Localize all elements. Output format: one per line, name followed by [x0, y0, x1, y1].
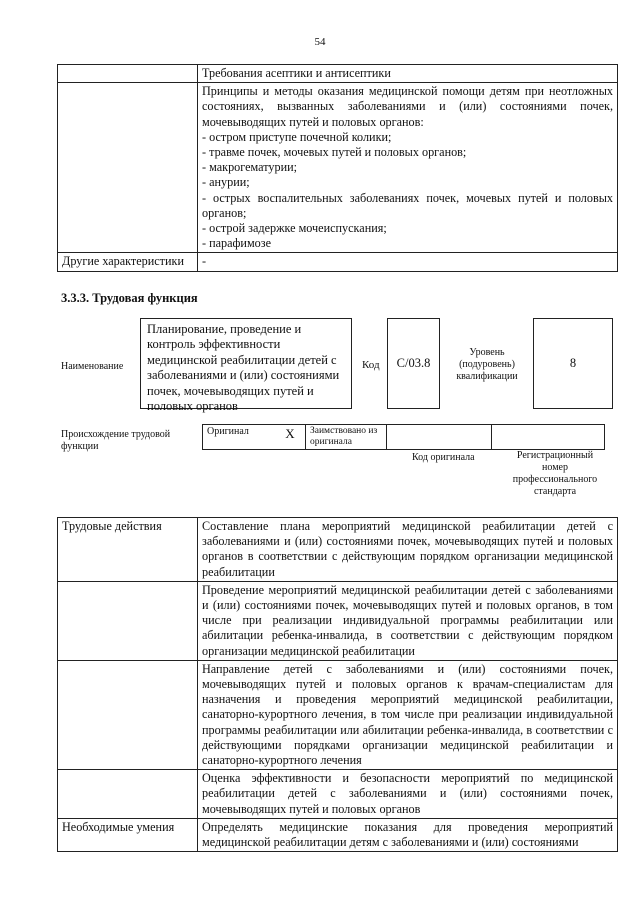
row-label [58, 83, 198, 253]
origin-table [202, 424, 605, 450]
original-mark: X [275, 425, 306, 450]
row-label [58, 65, 198, 83]
row-label [58, 770, 198, 819]
row-content: Составление плана мероприятий медицинской реабилитации детей с заболеваниями и (или) состояниями почек, мочевыводящих путей и половых органов в соответствии с действующим порядком организации медицинской реабилитации [198, 518, 618, 582]
content-line: - парафимозе [202, 236, 271, 251]
row-content: Оценка эффективности и безопасности мероприятий по медицинской реабилитации детей с заболеваниями и (или) состояниями почек, мочевыводящих путей и половых органов [198, 770, 618, 819]
table-row [58, 581, 618, 660]
table-row [58, 65, 618, 83]
reg-number-label: Регистрационный номер профессионального стандарта [512, 450, 598, 497]
row-content [198, 83, 618, 253]
table-row [58, 518, 618, 582]
content-line: - макрогематурии; [202, 160, 298, 175]
table-row [203, 425, 605, 450]
content-line: - анурии; [202, 175, 250, 190]
original-cell: Оригинал [203, 425, 276, 450]
row-content [198, 253, 618, 271]
reg-number-cell [492, 425, 605, 450]
name-label: Наименование [61, 361, 124, 372]
row-content [198, 65, 618, 83]
row-label: Трудовые действия [58, 518, 198, 582]
content-line: - остром приступе почечной колики; [202, 129, 392, 144]
row-content: Проведение мероприятий медицинской реабилитации детей с заболеваниями и (или) состояниями почек, мочевыводящих путей и половых органов, в том числе при реализации индивидуальной программы реабилитации или абилитации ребенка-инвалида, в соответствии с действующим порядком организации медицинской реабилитации [198, 581, 618, 660]
knowledge-table [57, 64, 618, 272]
row-content: Определять медицинские показания для проведения мероприятий медицинской реабилитации детям с заболеваниями и (или) состояниями [198, 818, 618, 851]
table-row [58, 83, 618, 253]
code-value: C/03.8 [387, 318, 440, 409]
row-label: Другие характеристики [58, 253, 198, 271]
table-row [58, 770, 618, 819]
level-label: Уровень (подуровень) квалификации [456, 347, 518, 382]
row-content: Направление детей с заболеваниями и (или) состояниями почек, мочевыводящих путей и половых органов к врачам-специалистам для назначения и проведения мероприятий медицинской реабилитации, санаторно-курортного лечения, в том числе при реализации индивидуальной программы реабилитации или абилитации ребенка-инвалида, в соответствии с действующими порядками организации медицинской реабилитации и санаторно-курортного лечения [198, 660, 618, 769]
borrowed-cell: Заимствовано из оригинала [306, 425, 387, 450]
section-title: 3.3.3. Трудовая функция [61, 291, 198, 305]
content-line: Требования асептики и антисептики [202, 66, 391, 80]
code-original-label: Код оригинала [412, 452, 475, 463]
content-line: Принципы и методы оказания медицинской помощи детям при неотложных состояниях, вызванных заболеваниями и (или) состояниями почек, мочевыводящих путей и половых органов: [202, 84, 613, 129]
content-line: - травме почек, мочевых путей и половых органов; [202, 145, 467, 160]
labor-actions-table [57, 517, 618, 852]
code-label: Код [362, 359, 380, 371]
origin-label: Происхождение трудовой функции [61, 429, 171, 452]
function-name-box: Планирование, проведение и контроль эффективности медицинской реабилитации детей с заболеваниями и (или) состояниями почек, мочевыводящих путей и половых органов [140, 318, 352, 409]
table-row [58, 253, 618, 271]
page-number: 54 [314, 36, 326, 48]
table-row [58, 660, 618, 769]
row-label: Необходимые умения [58, 818, 198, 851]
content-line: - [202, 254, 207, 269]
level-value: 8 [533, 318, 613, 409]
code-original-cell [387, 425, 492, 450]
row-label [58, 581, 198, 660]
content-line: - острых воспалительных заболеваниях почек, мочевых путей и половых органов; [202, 190, 613, 220]
table-row [58, 818, 618, 851]
row-label [58, 660, 198, 769]
content-line: - острой задержке мочеиспускания; [202, 221, 387, 236]
